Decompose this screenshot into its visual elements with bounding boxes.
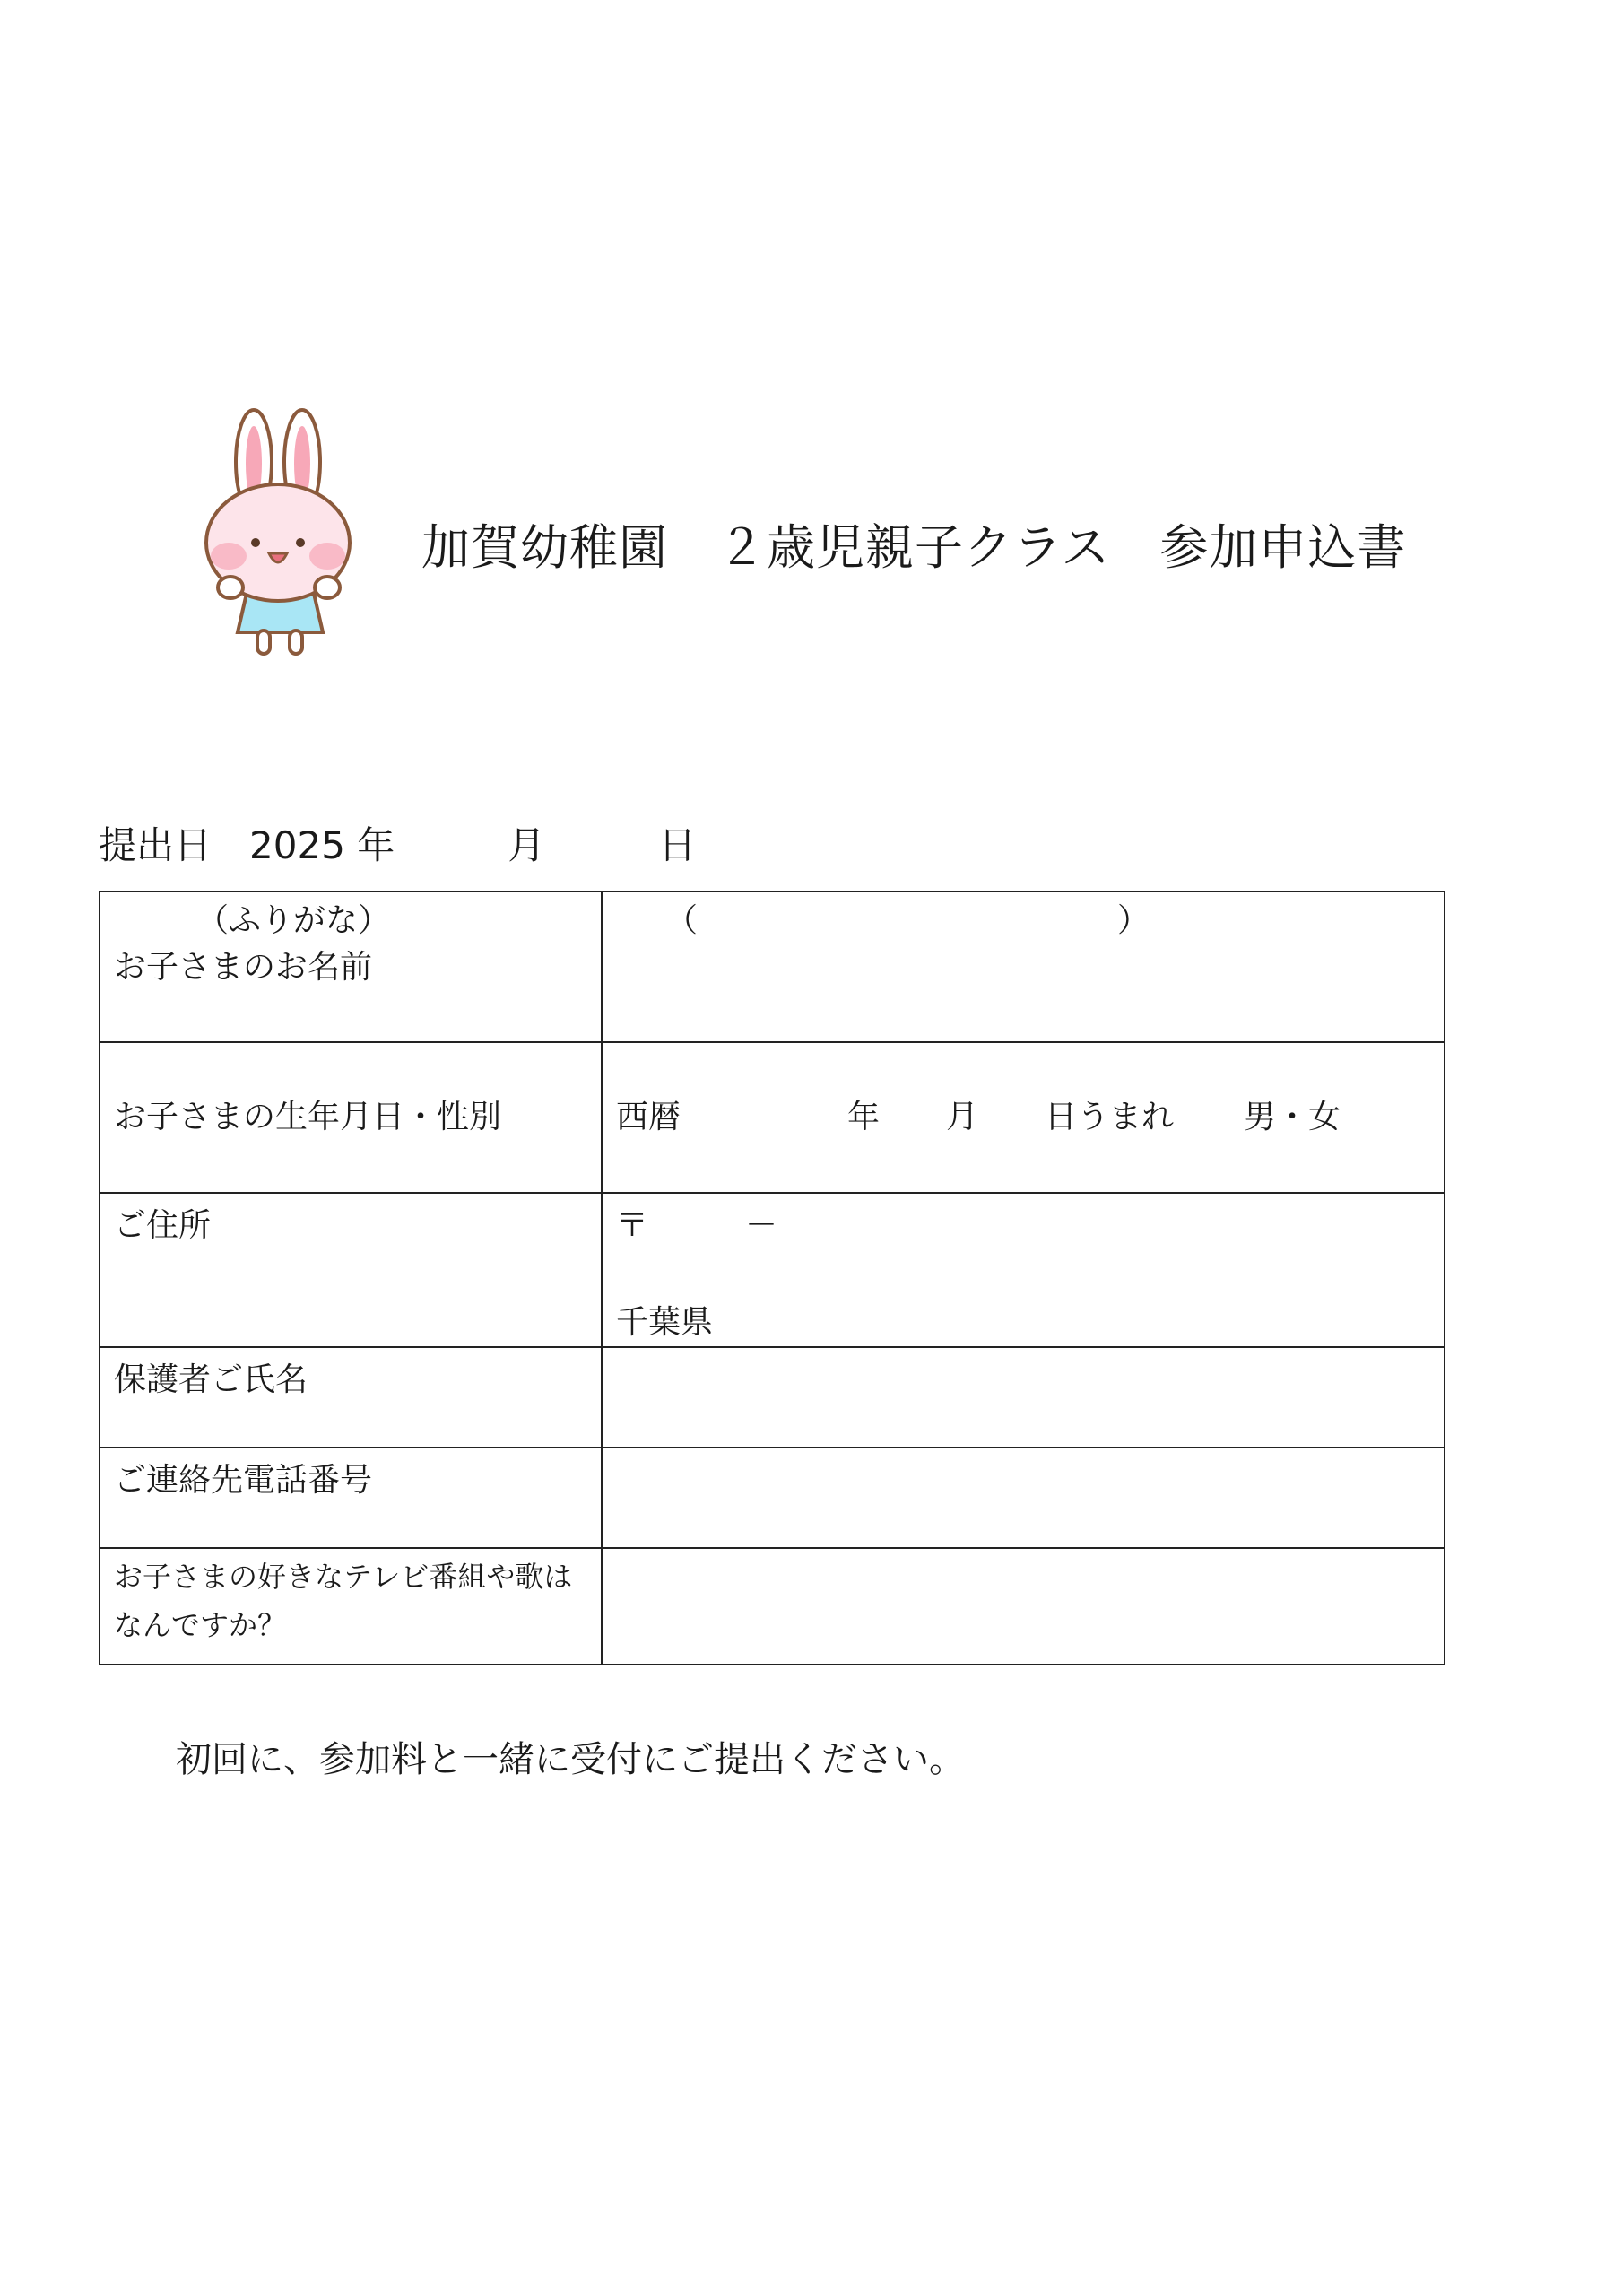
child-name-field[interactable] [602,891,1445,1042]
submit-date-label: 提出日 [99,823,213,867]
birth-gender-field[interactable] [602,1042,1445,1193]
page-title: 加賀幼稚園 ２歳児親子クラス 参加申込書 [421,519,1407,576]
birth-month-label: 月 [946,1099,979,1135]
birth-day-label: 日うまれ [1045,1099,1175,1135]
paren-close: ） [1116,902,1150,939]
address-label-cell [100,1193,602,1347]
submit-date [99,816,696,870]
rabbit-illustration [202,408,359,664]
name-row [100,891,1445,1042]
phone-row [100,1448,1445,1548]
submission-note: 初回に、参加料と一緒に受付にご提出ください。 [176,1739,965,1780]
guardian-row [100,1347,1445,1448]
paren-open: （ [665,902,699,939]
address-field[interactable] [602,1193,1445,1347]
era-label: 西暦 [616,1099,681,1135]
favorite-label-line1: お子さまの好きなテレビ番組や歌は [114,1560,573,1594]
birth-gender-label: お子さまの生年月日・性別 [114,1099,502,1135]
phone-field[interactable] [602,1448,1445,1548]
child-name-label: お子さまのお名前 [114,949,373,986]
birth-row [100,1042,1445,1193]
submit-date-month: 月 [508,823,546,867]
guardian-name-field[interactable] [602,1347,1445,1448]
favorite-label-line2: なんですか？ [114,1608,287,1642]
favorite-field[interactable] [602,1548,1445,1665]
phone-label: ご連絡先電話番号 [114,1462,373,1499]
guardian-label-cell [100,1347,602,1448]
birth-label-cell [100,1042,602,1193]
guardian-name-label: 保護者ご氏名 [114,1361,308,1398]
postal-code-field[interactable]: 〒 － [616,1207,778,1244]
application-form-table [99,891,1445,1665]
prefecture-text: 千葉県 [616,1304,714,1341]
birth-year-label: 年 [847,1099,881,1135]
submit-date-day: 日 [658,823,697,867]
submit-date-year: 2025 年 [249,823,395,867]
address-row [100,1193,1445,1347]
favorite-row [100,1548,1445,1665]
address-label: ご住所 [114,1207,212,1244]
favorite-label-cell [100,1548,602,1665]
name-label-cell [100,891,602,1042]
gender-options[interactable]: 男・女 [1244,1099,1341,1135]
furigana-label: （ふりがな） [196,902,391,939]
phone-label-cell [100,1448,602,1548]
furigana-field[interactable] [616,898,1150,944]
